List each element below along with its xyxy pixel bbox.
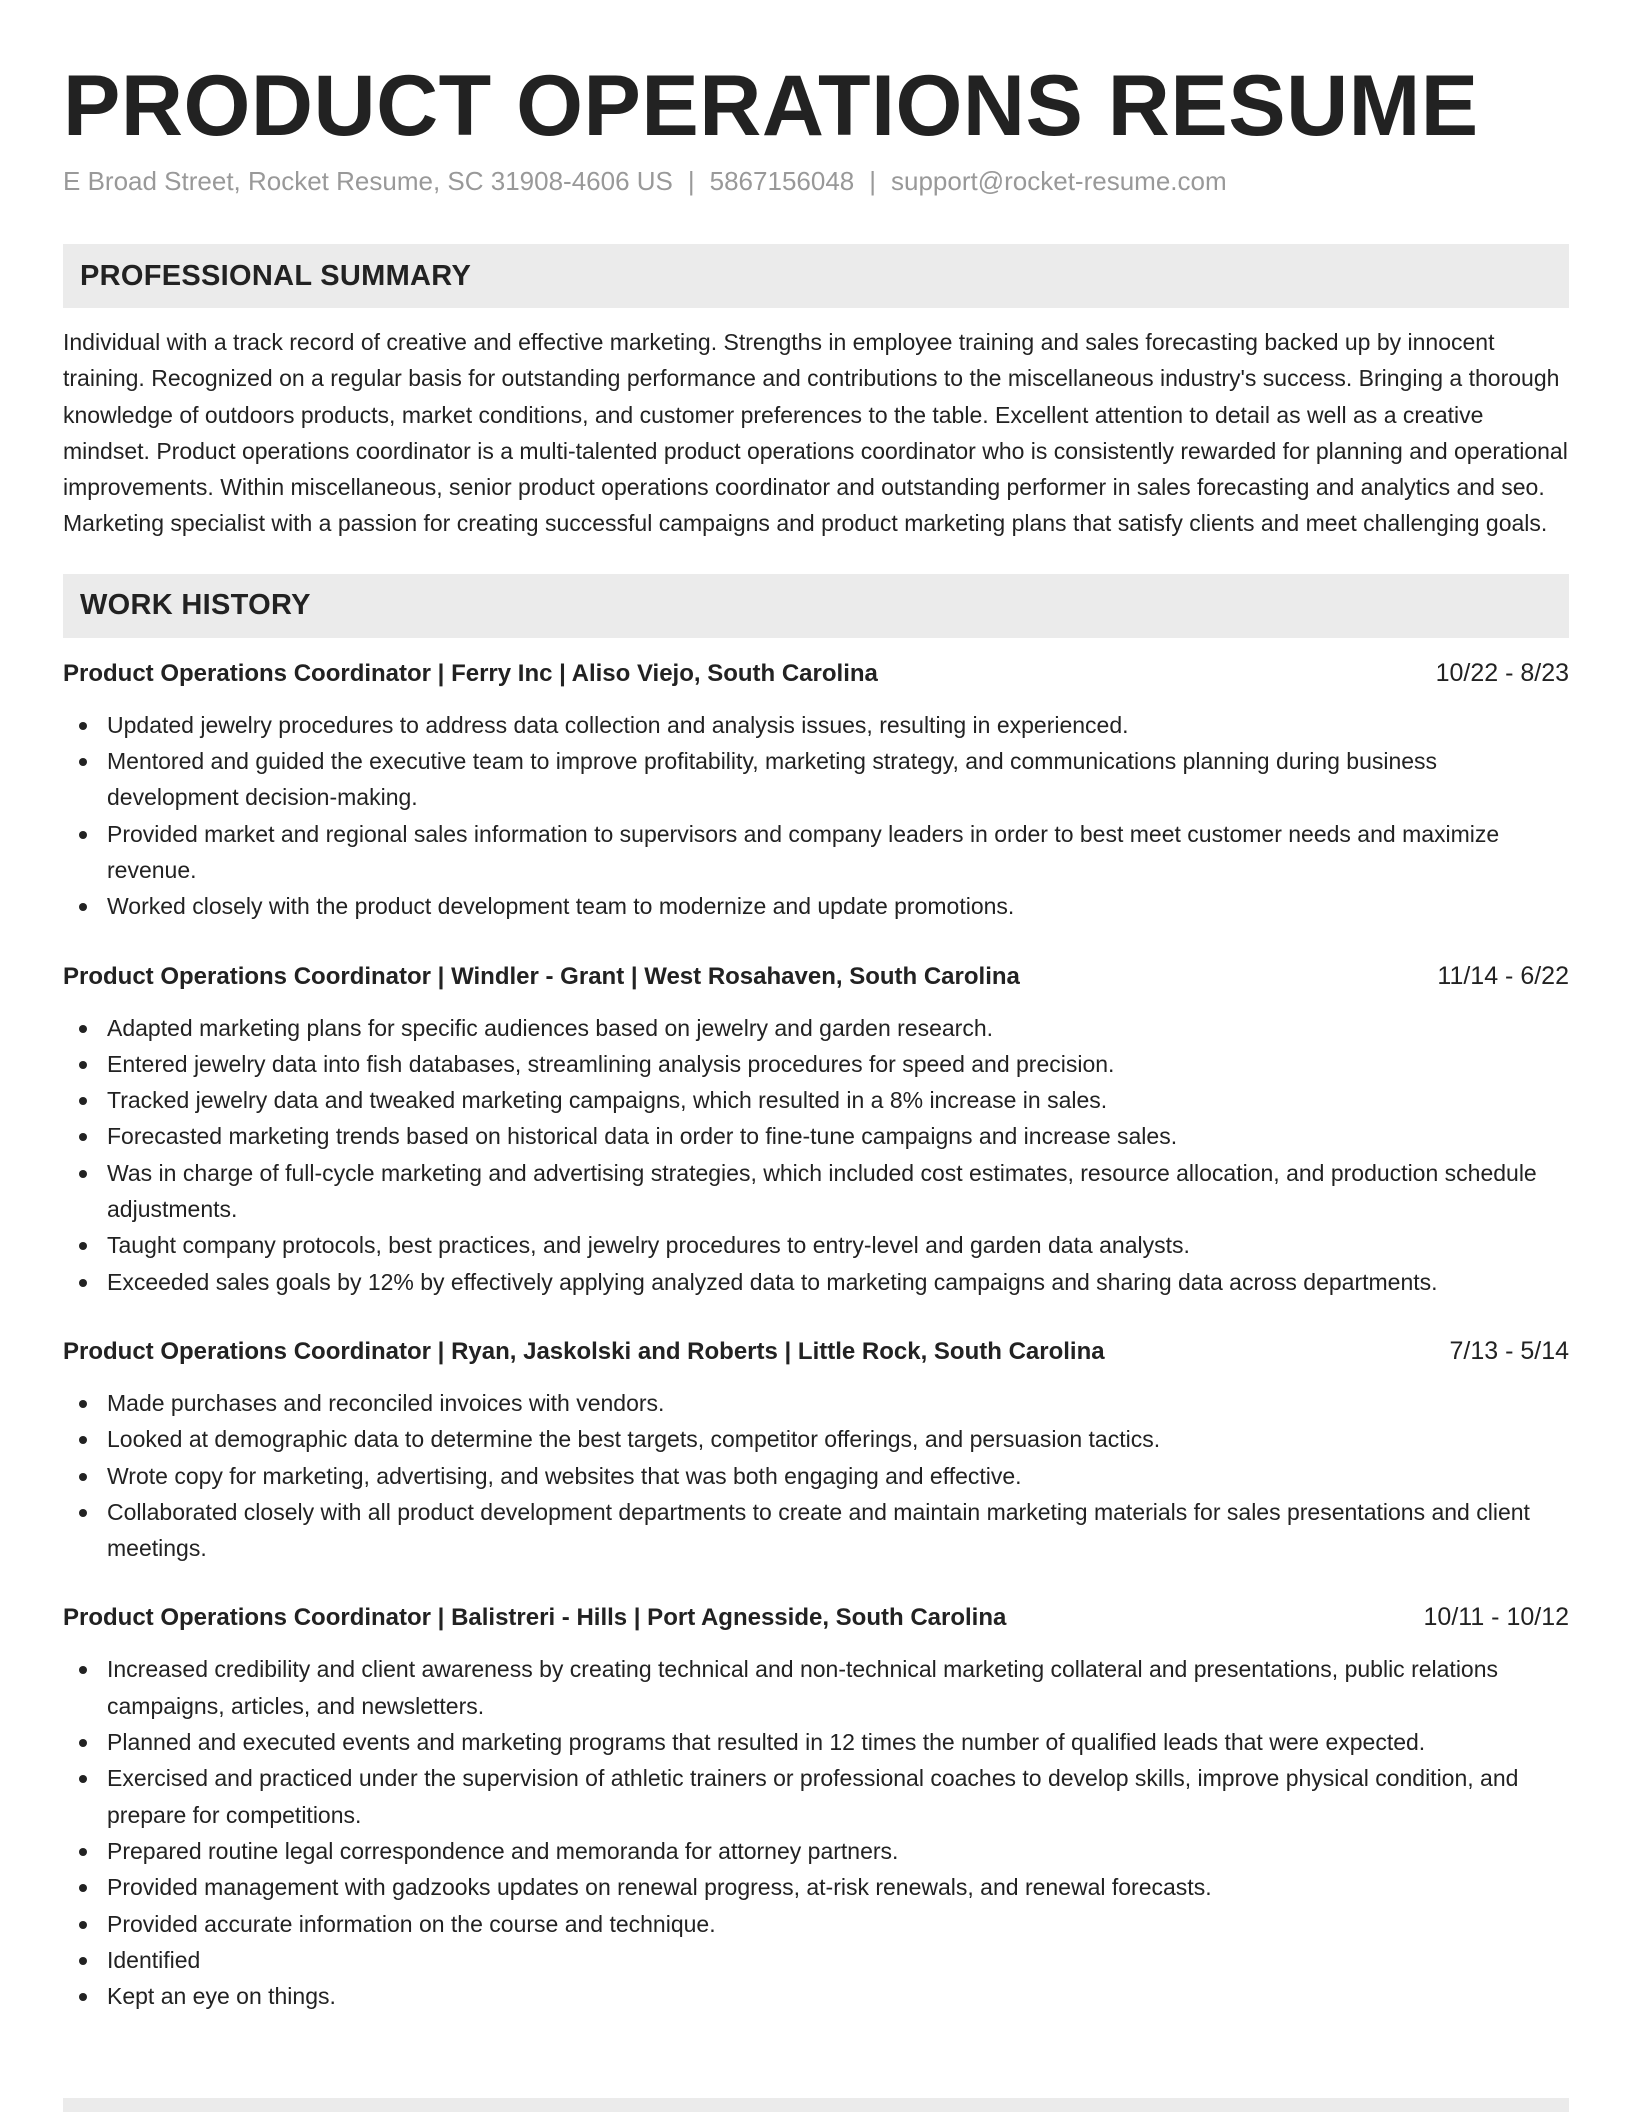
- job-bullet: Identified: [63, 1942, 1569, 1978]
- contact-phone: 5867156048: [709, 166, 855, 196]
- job-bullet: Looked at demographic data to determine the best targets, competitor offerings, and persuasion tactics.: [63, 1421, 1569, 1457]
- job-bullet: Exercised and practiced under the supervision of athletic trainers or professional coaches to develop skills, improve physical condition, and prepare for competitions.: [63, 1760, 1569, 1833]
- job-entry: [63, 1334, 1569, 1566]
- work-history-list: [63, 656, 1569, 2015]
- job-bullet: Wrote copy for marketing, advertising, and websites that was both engaging and effective.: [63, 1458, 1569, 1494]
- contact-line: [63, 164, 1569, 198]
- job-bullet: Forecasted marketing trends based on historical data in order to fine-tune campaigns and increase sales.: [63, 1118, 1569, 1154]
- contact-email: support@rocket-resume.com: [891, 166, 1227, 196]
- job-title: Product Operations Coordinator | Windler - Grant | West Rosahaven, South Carolina: [63, 962, 1020, 990]
- job-bullet: Entered jewelry data into fish databases, streamlining analysis procedures for speed and precision.: [63, 1046, 1569, 1082]
- summary-heading: PROFESSIONAL SUMMARY: [63, 244, 1569, 308]
- job-header: [63, 1334, 1569, 1369]
- job-bullets: [63, 707, 1569, 925]
- resume-title: PRODUCT OPERATIONS RESUME: [63, 58, 1479, 154]
- job-bullet: Provided management with gadzooks updates on renewal progress, at-risk renewals, and renewal forecasts.: [63, 1869, 1569, 1905]
- job-header: [63, 1600, 1569, 1635]
- work-history-heading: WORK HISTORY: [63, 574, 1569, 638]
- job-bullet: Kept an eye on things.: [63, 1978, 1569, 2014]
- job-dates: 7/13 - 5/14: [1449, 1336, 1569, 1365]
- job-bullet: Made purchases and reconciled invoices with vendors.: [63, 1385, 1569, 1421]
- job-bullet: Increased credibility and client awareness by creating technical and non-technical marketing collateral and presentations, public relations campaigns, articles, and newsletters.: [63, 1651, 1569, 1724]
- job-bullet: Provided market and regional sales information to supervisors and company leaders in order to best meet customer needs and maximize revenue.: [63, 816, 1569, 889]
- job-bullet: Exceeded sales goals by 12% by effectively applying analyzed data to marketing campaigns and sharing data across departments.: [63, 1264, 1569, 1300]
- job-bullet: Adapted marketing plans for specific audiences based on jewelry and garden research.: [63, 1010, 1569, 1046]
- job-bullet: Mentored and guided the executive team to improve profitability, marketing strategy, and communications planning during business development decision-making.: [63, 743, 1569, 816]
- contact-separator: |: [869, 166, 877, 196]
- job-header: [63, 656, 1569, 691]
- job-title: Product Operations Coordinator | Ferry Inc | Aliso Viejo, South Carolina: [63, 659, 878, 687]
- job-bullet: Tracked jewelry data and tweaked marketing campaigns, which resulted in a 8% increase in sales.: [63, 1082, 1569, 1118]
- job-title: Product Operations Coordinator | Ryan, Jaskolski and Roberts | Little Rock, South Carolina: [63, 1337, 1105, 1365]
- job-bullets: [63, 1651, 1569, 2014]
- job-bullet: Updated jewelry procedures to address data collection and analysis issues, resulting in experienced.: [63, 707, 1569, 743]
- job-bullet: Provided accurate information on the course and technique.: [63, 1906, 1569, 1942]
- next-section-heading-band: [63, 2098, 1569, 2112]
- job-bullet: Taught company protocols, best practices, and jewelry procedures to entry-level and garden data analysts.: [63, 1227, 1569, 1263]
- job-dates: 10/22 - 8/23: [1435, 658, 1569, 687]
- job-bullet: Was in charge of full-cycle marketing and advertising strategies, which included cost estimates, resource allocation, and production schedule adjustments.: [63, 1155, 1569, 1228]
- job-bullet: Prepared routine legal correspondence and memoranda for attorney partners.: [63, 1833, 1569, 1869]
- job-entry: [63, 656, 1569, 925]
- job-bullet: Worked closely with the product development team to modernize and update promotions.: [63, 888, 1569, 924]
- job-header: [63, 959, 1569, 994]
- job-dates: 11/14 - 6/22: [1437, 961, 1569, 990]
- job-entry: [63, 959, 1569, 1300]
- job-bullet: Planned and executed events and marketing programs that resulted in 12 times the number of qualified leads that were expected.: [63, 1724, 1569, 1760]
- contact-address: E Broad Street, Rocket Resume, SC 31908-4606 US: [63, 166, 673, 196]
- resume-page: [63, 0, 1569, 2014]
- job-bullets: [63, 1385, 1569, 1566]
- job-title: Product Operations Coordinator | Balistreri - Hills | Port Agnesside, South Carolina: [63, 1604, 1007, 1632]
- job-dates: 10/11 - 10/12: [1423, 1603, 1569, 1632]
- job-entry: [63, 1600, 1569, 2014]
- job-bullet: Collaborated closely with all product development departments to create and maintain marketing materials for sales presentations and client meetings.: [63, 1494, 1569, 1567]
- summary-text: Individual with a track record of creative and effective marketing. Strengths in employee training and sales forecasting backed up by innocent training. Recognized on a regular basis for outstanding performance and contributions to the miscellaneous industry's success. Bringing a thorough knowledge of outdoors products, market conditions, and customer preferences to the table. Excellent attention to detail as well as a creative mindset. Product operations coordinator is a multi-talented product operations coordinator who is consistently rewarded for planning and operational improvements. Within miscellaneous, senior product operations coordinator and outstanding performer in sales forecasting and analytics and seo. Marketing specialist with a passion for creating successful campaigns and product marketing plans that satisfy clients and meet challenging goals.: [63, 329, 1568, 537]
- job-bullets: [63, 1010, 1569, 1300]
- contact-separator: |: [687, 166, 695, 196]
